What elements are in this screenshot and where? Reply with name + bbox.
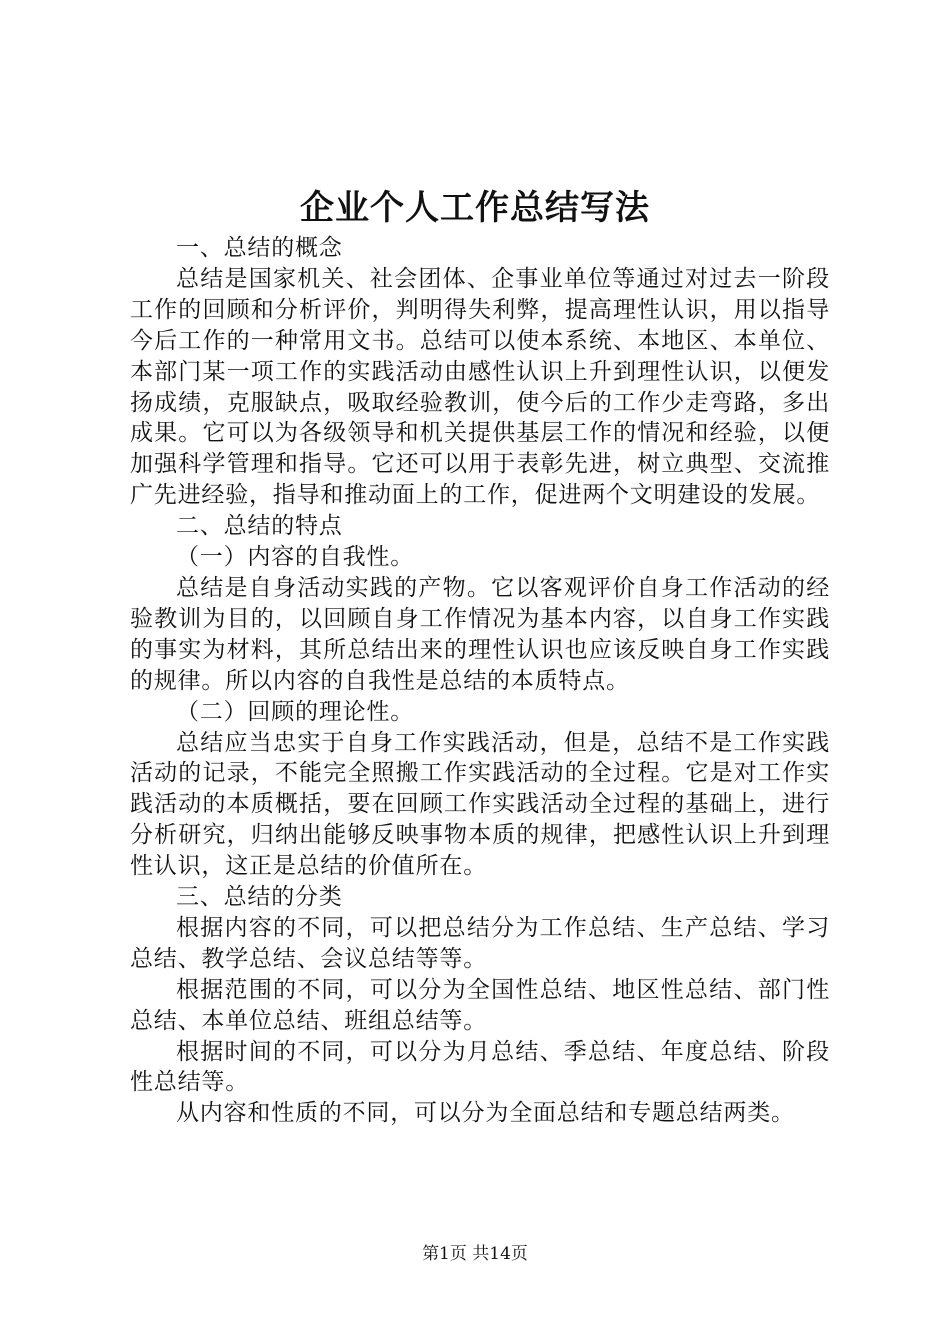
- subheading-theory-nature: （二）回顾的理论性。: [176, 698, 414, 725]
- subheading-self-nature: （一）内容的自我性。: [176, 544, 414, 571]
- paragraph-by-time: 根据时间的不同，可以分为月总结、季总结、年度总结、阶段性总结等。: [130, 1038, 830, 1096]
- paragraph-self-nature: 总结是自身活动实践的产物。它以客观评价自身工作活动的经验教训为目的，以回顾自身工作情况为基本内容，以自身工作实践的事实为材料，其所总结出来的理性认识也应该反映自身工作实践的规律。所以内容的自我性是总结的本质特点。: [130, 574, 830, 694]
- page-number: 第1页 共14页: [422, 1244, 528, 1264]
- paragraph-theory-nature: 总结应当忠实于自身工作实践活动，但是，总结不是工作实践活动的记录，不能完全照搬工作实践活动的全过程。它是对工作实践活动的本质概括，要在回顾工作实践活动全过程的基础上，进行分析研究，归纳出能够反映事物本质的规律，把感性认识上升到理性认识，这正是总结的价值所在。: [130, 729, 830, 880]
- paragraph-by-content: 根据内容的不同，可以把总结分为工作总结、生产总结、学习总结、教学总结、会议总结等等。: [130, 914, 830, 972]
- section-heading-concept: 一、总结的概念: [176, 235, 343, 261]
- paragraph-by-nature: 从内容和性质的不同，可以分为全面总结和专题总结两类。: [176, 1100, 795, 1127]
- paragraph-by-scope: 根据范围的不同，可以分为全国性总结、地区性总结、部门性总结、本单位总结、班组总结等。: [130, 976, 830, 1034]
- section-heading-features: 二、总结的特点: [176, 513, 343, 540]
- paragraph-concept: 总结是国家机关、社会团体、企事业单位等通过对过去一阶段工作的回顾和分析评价，判明得失利弊，提高理性认识，用以指导今后工作的一种常用文书。总结可以使本系统、本地区、本单位、本部门某一项工作的实践活动由感性认识上升到理性认识，以便发扬成绩，克服缺点，吸取经验教训，使今后的工作少走弯路，多出成果。它可以为各级领导和机关提供基层工作的情况和经验，以便加强科学管理和指导。它还可以用于表彰先进，树立典型、交流推广先进经验，指导和推动面上的工作，促进两个文明建设的发展。: [130, 265, 830, 509]
- document-title: 企业个人工作总结写法: [300, 188, 650, 228]
- document-body: [130, 233, 830, 1129]
- section-heading-classification: 三、总结的分类: [176, 884, 343, 911]
